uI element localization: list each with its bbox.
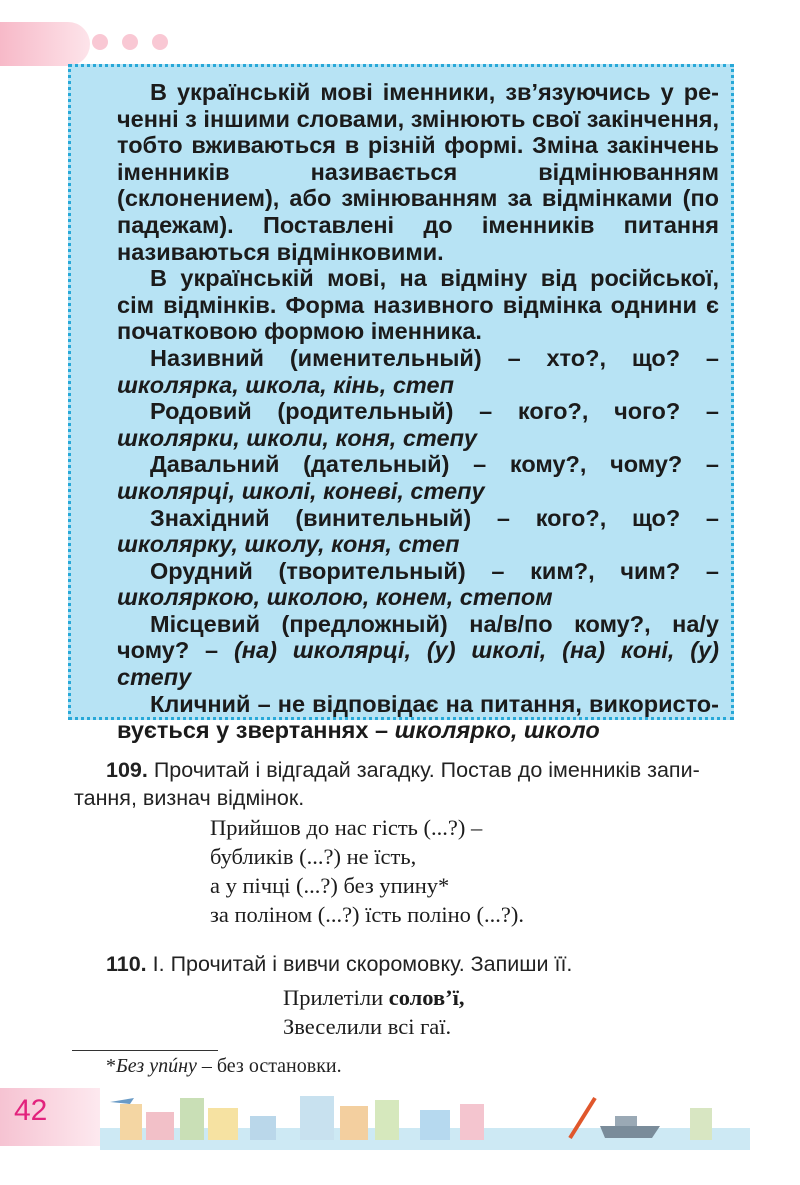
case-nominative [117, 345, 719, 398]
page-number: 42 [14, 1094, 48, 1127]
case-instrumental [117, 558, 719, 611]
case-vocative [117, 691, 719, 744]
case-name: Місцевий [150, 610, 261, 637]
exercise-instruction: Прочитай і відгадай загадку. Постав до іменників запитання, визнач відмінок. [74, 758, 700, 810]
rule-term: сім відмінків [117, 291, 270, 318]
footnote-divider [72, 1050, 218, 1051]
poem-text: Прилетіли [283, 985, 389, 1010]
case-examples: школярці, школі, коневі, степу [117, 477, 485, 504]
poem-line: бубликів (...?) не їсть, [210, 844, 417, 869]
case-examples: школярко, школо [394, 717, 600, 744]
footnote-text: – без остановки. [196, 1055, 342, 1077]
rule-text: (склонением), або змінюванням [117, 185, 508, 212]
case-locative [117, 611, 719, 691]
case-genitive [117, 398, 719, 451]
case-desc: (родительный) – кого?, чого? – [251, 398, 719, 425]
riddle-poem [210, 813, 524, 929]
header-pink-tab [0, 22, 90, 66]
tongue-twister [283, 983, 465, 1041]
case-examples: школяркою, школою, конем, степом [117, 584, 553, 611]
case-desc: (творительный) – ким?, чим? – [252, 557, 719, 584]
footnote-term: Без упúну [116, 1055, 197, 1077]
rule-text: В українській мові іменники, зв’язуючись у реченні з іншими словами, змінюють свої закінчення, тобто вживаються в різній формі. Зміна закінчень іменників називається [117, 79, 719, 185]
header-dots [92, 34, 168, 50]
exercise-109 [74, 756, 724, 812]
poem-line: за поліном (...?) їсть поліно (...?). [210, 902, 524, 927]
exercise-number: 109. [106, 758, 148, 782]
exercise-110 [74, 950, 724, 978]
decor-dot [152, 34, 168, 50]
case-accusative [117, 505, 719, 558]
case-examples: школярки, школи, коня, степу [117, 424, 477, 451]
case-name: Кличний [150, 690, 251, 717]
decor-dot [122, 34, 138, 50]
exercise-instruction: І. Прочитай і вивчи скоромовку. Запиши її. [146, 952, 573, 976]
rule-text: . Форма називного відмінка однини є [269, 291, 720, 318]
rule-paragraph-2 [117, 265, 719, 345]
case-name: Родовий [150, 398, 252, 425]
case-name: Називний [150, 344, 264, 371]
rule-paragraph-1 [117, 79, 719, 265]
case-examples: школярку, школу, коня, степ [117, 531, 460, 558]
city-illustration [100, 1090, 750, 1150]
poem-bold-word: солов’ї, [388, 985, 465, 1010]
decor-dot [92, 34, 108, 50]
case-name: Орудний [150, 557, 253, 584]
case-desc: (именительный) – хто?, що? – [264, 344, 719, 371]
case-examples: (на) школярці, (у) школі, (на) коні, (у) степу [117, 637, 719, 691]
case-desc: (дательный) – кому?, чому? – [279, 451, 719, 478]
case-examples: школярка, школа, кінь, степ [117, 371, 454, 398]
poem-line: Прийшов до нас гість (...?) – [210, 815, 483, 840]
rule-term: відмінюванням [538, 158, 719, 185]
poem-line: а у пічці (...?) без упину* [210, 873, 450, 898]
case-name: Знахідний [150, 504, 270, 531]
case-desc: (винительный) – кого?, що? – [269, 504, 719, 531]
case-desc: – не відповідає на питання, використовується у звертаннях – [117, 690, 719, 744]
footnote-mark: * [106, 1055, 116, 1077]
exercise-number: 110. [106, 952, 147, 976]
case-dative [117, 451, 719, 504]
rule-term: за відмінками [507, 185, 673, 212]
grammar-rule-box [68, 64, 734, 744]
rule-term: початковою формою іменника [117, 318, 476, 345]
poem-line [283, 983, 465, 1012]
rule-text: В українській мові, на відміну від російської, [150, 265, 719, 292]
case-desc: (предложный) на/в/по кому?, на/у чому? – [117, 610, 719, 664]
footnote [106, 1055, 342, 1078]
rule-text: . [475, 318, 482, 345]
case-name: Давальний [150, 451, 280, 478]
rule-text: (по падежам). Поставлені до іменників питання називаються відмінковими. [117, 185, 720, 265]
poem-line: Звеселили всі гаї. [283, 1014, 452, 1039]
